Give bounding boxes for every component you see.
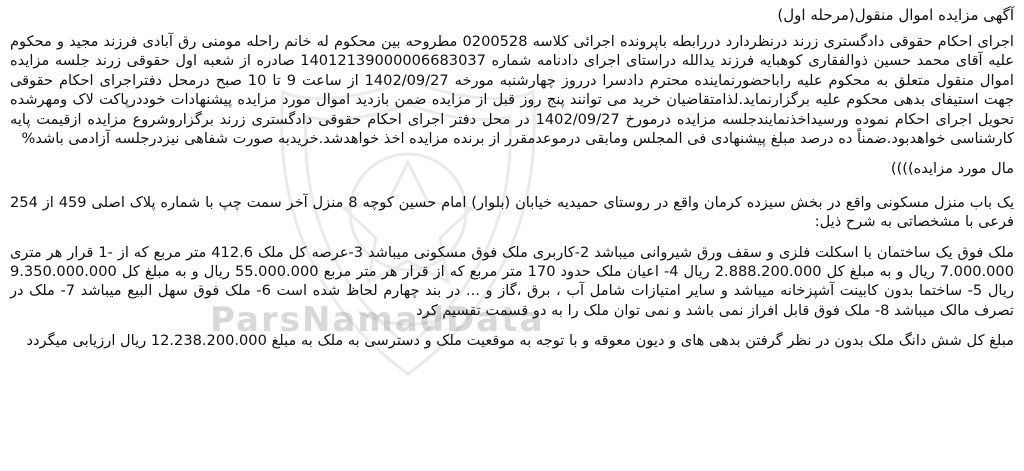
notice-paragraph-intro: اجرای احکام حقوقی دادگستری زرند درنظردارد دررابطه باپرونده اجرائی کلاسه 0200528 مطروحه بین محکوم له خانم راحله مومنی رق آبادی فرزند مجید و محکوم علیه آقای محمد حسین ذوالفقاری کوهبایه فرزند یدالله دراستای اجرای دادنامه شماره 14012139000006683037 صادره از شعبه اول حقوقی زرند جلسه مزایده اموال منقول متعلق به محکوم علیه راباحضورنماینده محترم دادسرا درروز چهارشنبه مورخه 1402/09/27 از ساعت 9 تا 10 صبح درمحل دفتراجرای احکام حقوقی جهت استیفای بدهی محکوم علیه برگزارنماید.لذامتقاضیان خرید می توانند پنج روز قبل از مزایده ضمن بازدید اموال مورد مزایده پیشنهادات خوددرپاکت لاک ومهرشده تحویل اجرای احکام نموده ورسیداخذنمایندجلسه مزایده درمورخ 1402/09/27 در محل دفتر اجرای احکام حقوقی دادگستری زرند برگزاروشروع مزایده ازقیمت پایه کارشناسی خواهدبود.ضمناً ده درصد مبلغ پیشنهادی فی المجلس ومابقی درموعدمقرر از برنده مزایده اخذ خواهدشد.خریدبه صورت شفاهی نیزدرجلسه آزادمی باشد%: [10, 33, 1014, 148]
total-valuation-paragraph: مبلغ کل شش دانگ ملک بدون در نظر گرفتن بدهی های و دیون معوقه و با توجه به موقعیت ملک و دسترسی به ملک به مبلغ 12.238.200.000 ریال ارزیابی میگردد: [26, 332, 1014, 350]
notice-title: آگهی مزایده اموال منقول(مرحله اول): [777, 6, 1014, 24]
property-specs-paragraph: ملک فوق یک ساختمان با اسکلت فلزی و سقف ورق شیروانی میباشد 2-کاربری ملک فوق مسکونی میباشد 3-عرصه کل ملک 412.6 متر مربع که از -1 قرار هر متری 7.000.000 ریال و به مبلغ کل 2.888.200.000 ریال 4- اعیان ملک حدود 170 متر مربع که از قرار هر متر مربع 55.000.000 ریال و به مبلغ کل 9.350.000.000 ریال 5- ساختما بدون کابینت آشپزخانه میباشد و سایر امتیازات شامل آب ، برق ،گاز و ... در بند چهارم لحاظ شده است 6- ملک فوق سهل البیع میباشد 7- ملک در تصرف مالک میباشد 8- ملک فوق قابل افراز نمی باشد و نمی توان ملک را به دو قسمت تقسیم کرد: [10, 243, 1015, 319]
property-heading: مال مورد مزایده)))): [890, 160, 1014, 178]
watermark-text: ParsNamadData: [210, 300, 545, 340]
property-location-paragraph: یک باب منزل مسکونی واقع در بخش سیزده کرمان واقع در روستای حمیدیه خیابان (بلوار) امام حسین کوچه 8 منزل آخر سمت چپ با شماره پلاک اصلی 459 از 254 فرعی با مشخصاتی به شرح ذیل:: [10, 193, 1015, 231]
